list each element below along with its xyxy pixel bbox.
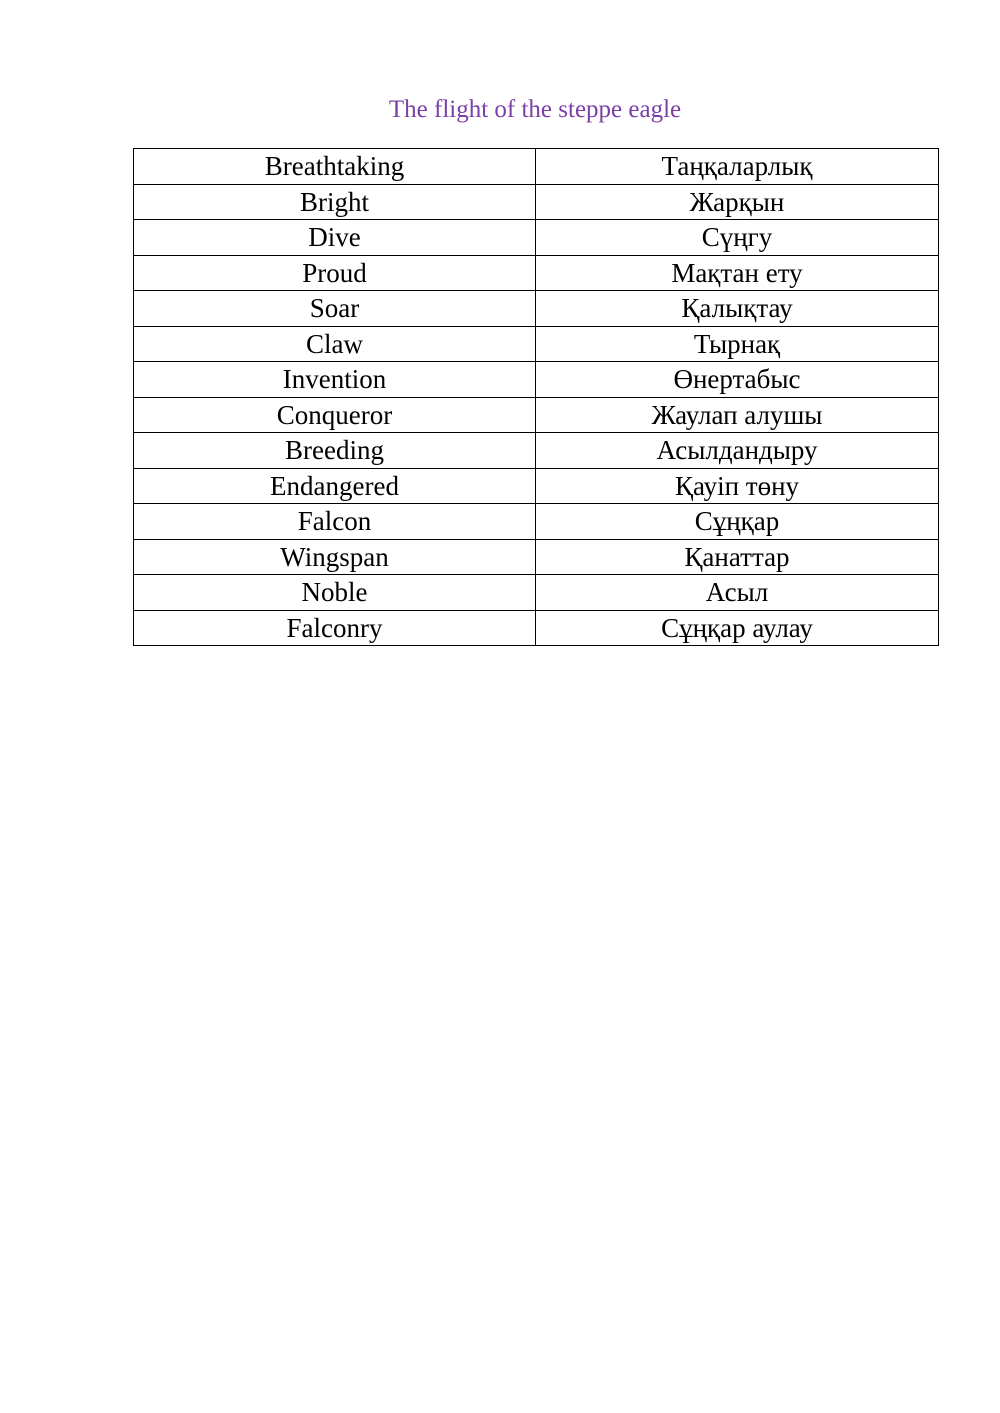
- english-word: Noble: [134, 575, 536, 611]
- page-title: The flight of the steppe eagle: [388, 96, 682, 123]
- english-word: Falconry: [134, 610, 536, 646]
- table-row: [134, 397, 939, 433]
- english-word: Invention: [134, 362, 536, 398]
- kazakh-word: Сұңқар: [536, 504, 939, 540]
- table-row: [134, 504, 939, 540]
- english-word: Soar: [134, 291, 536, 327]
- english-word: Falcon: [134, 504, 536, 540]
- table-row: [134, 291, 939, 327]
- kazakh-word: Мақтан ету: [536, 255, 939, 291]
- kazakh-word: Сүңгу: [536, 220, 939, 256]
- english-word: Claw: [134, 326, 536, 362]
- kazakh-word: Асылдандыру: [536, 433, 939, 469]
- kazakh-word: Сұңқар аулау: [536, 610, 939, 646]
- table-row: [134, 149, 939, 185]
- kazakh-word: Таңқаларлық: [536, 149, 939, 185]
- kazakh-word: Асыл: [536, 575, 939, 611]
- table-row: [134, 575, 939, 611]
- english-word: Endangered: [134, 468, 536, 504]
- kazakh-word: Қалықтау: [536, 291, 939, 327]
- table-row: [134, 255, 939, 291]
- english-word: Breathtaking: [134, 149, 536, 185]
- vocabulary-table: [133, 148, 939, 646]
- english-word: Proud: [134, 255, 536, 291]
- kazakh-word: Өнертабыс: [536, 362, 939, 398]
- table-row: [134, 184, 939, 220]
- table-row: [134, 326, 939, 362]
- english-word: Dive: [134, 220, 536, 256]
- table-row: [134, 433, 939, 469]
- kazakh-word: Қанаттар: [536, 539, 939, 575]
- kazakh-word: Тырнақ: [536, 326, 939, 362]
- kazakh-word: Қауіп төну: [536, 468, 939, 504]
- table-row: [134, 362, 939, 398]
- english-word: Breeding: [134, 433, 536, 469]
- table-row: [134, 468, 939, 504]
- table-row: [134, 610, 939, 646]
- kazakh-word: Жаулап алушы: [536, 397, 939, 433]
- english-word: Bright: [134, 184, 536, 220]
- english-word: Conqueror: [134, 397, 536, 433]
- english-word: Wingspan: [134, 539, 536, 575]
- table-row: [134, 539, 939, 575]
- kazakh-word: Жарқын: [536, 184, 939, 220]
- table-row: [134, 220, 939, 256]
